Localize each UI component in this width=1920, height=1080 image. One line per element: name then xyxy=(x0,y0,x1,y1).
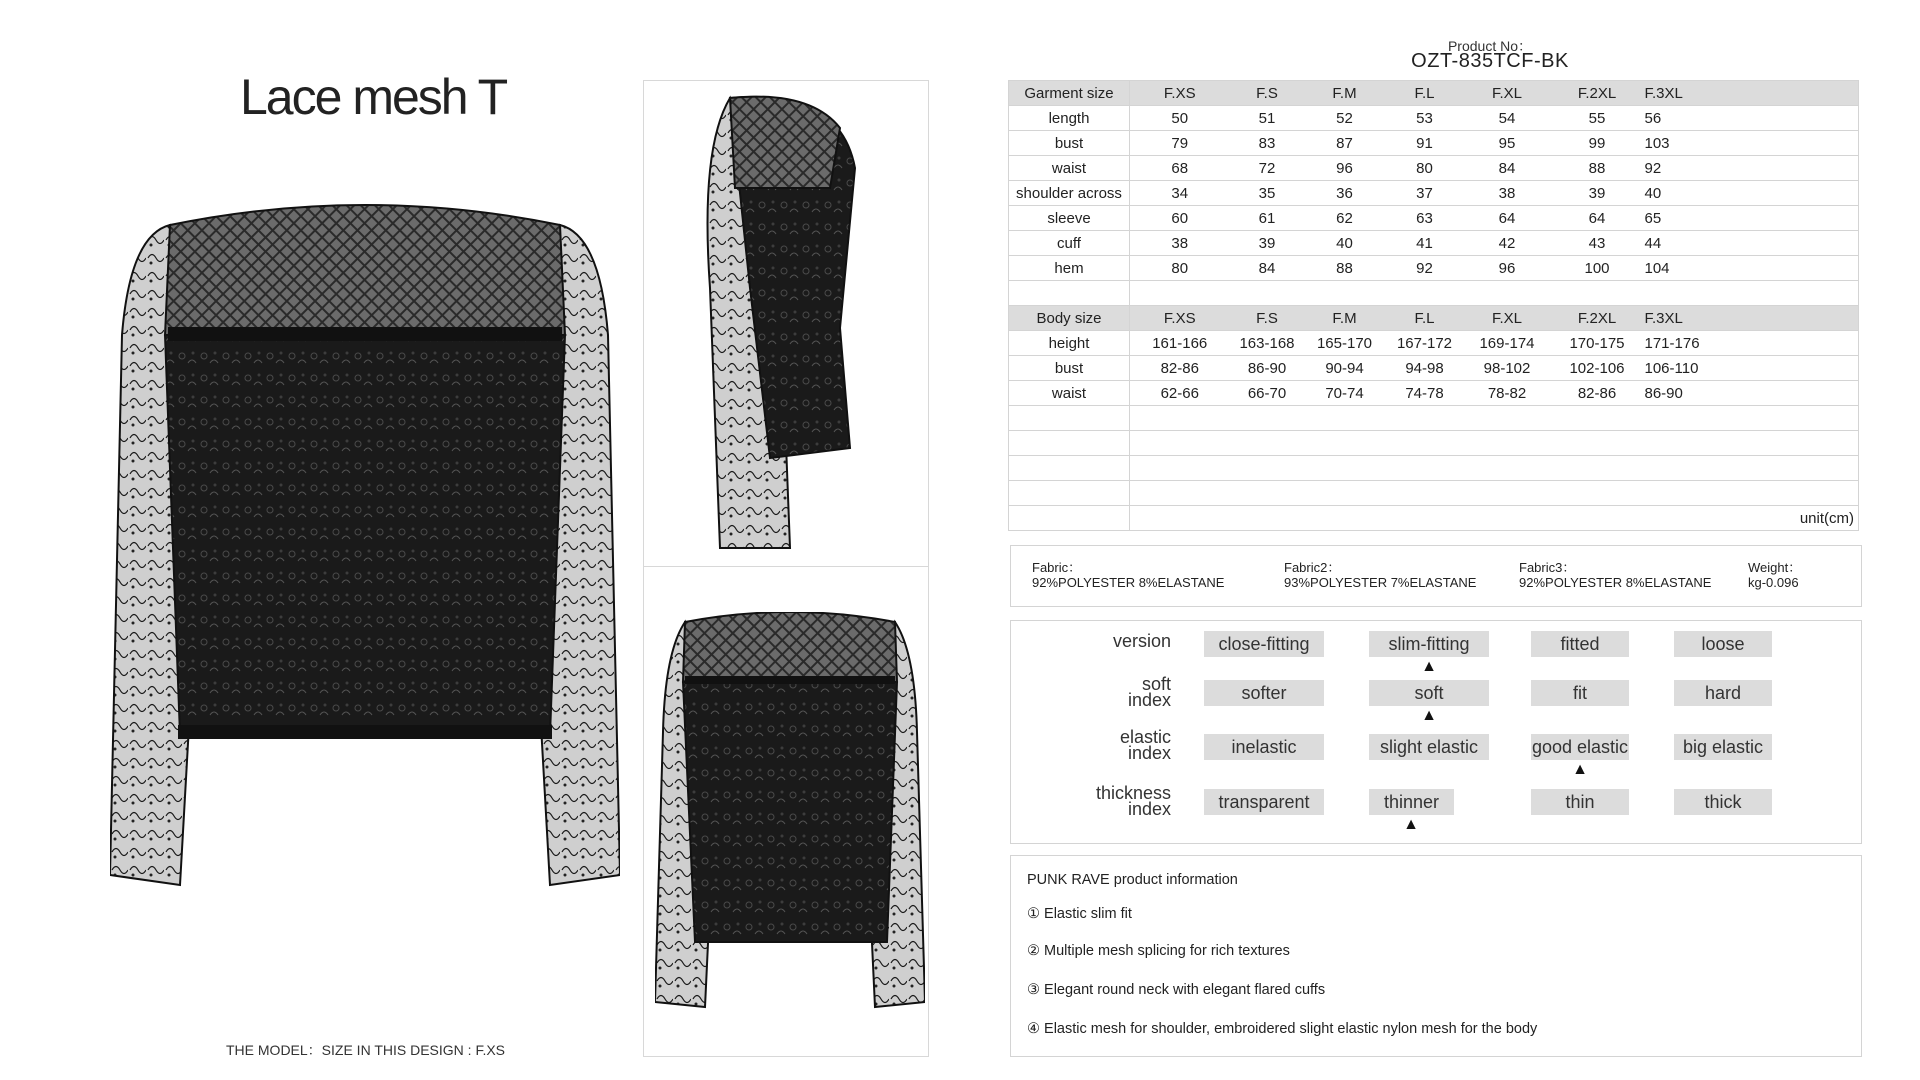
elastic-label-index: index xyxy=(1127,743,1171,763)
version-label: version xyxy=(1112,631,1171,651)
body-header-row xyxy=(1009,306,1859,331)
table-row: bust 82-86 86-90 90-94 94-98 98-102 102-106 106-110 xyxy=(1009,356,1859,381)
fabric2-value: 93%POLYESTER 7%ELASTANE xyxy=(1284,575,1477,590)
table-row: waist 68 72 96 80 84 88 92 xyxy=(1009,156,1859,181)
product-number: OZT-835TCF-BK xyxy=(1411,50,1569,72)
thickness-option: transparent xyxy=(1204,789,1324,815)
version-option: close-fitting xyxy=(1204,631,1324,657)
soft-option: soft xyxy=(1369,680,1489,706)
product-info-box xyxy=(1010,855,1862,1057)
table-spacer-row xyxy=(1009,406,1859,431)
version-option: fitted xyxy=(1531,631,1629,657)
soft-option: hard xyxy=(1674,680,1772,706)
thickness-option: thin xyxy=(1531,789,1629,815)
table-spacer-row xyxy=(1009,431,1859,456)
body-size-header: Body size xyxy=(1009,306,1130,331)
fabric1-label: Fabric： xyxy=(1032,560,1082,575)
fabric-info-box xyxy=(1010,545,1862,607)
version-selected-marker: ▲ xyxy=(1421,658,1437,675)
table-row: waist 62-66 66-70 70-74 74-78 78-82 82-86 86-90 xyxy=(1009,381,1859,406)
elastic-option: slight elastic xyxy=(1369,734,1489,760)
model-size-note: THE MODEL：SIZE IN THIS DESIGN : F.XS xyxy=(226,1042,506,1058)
elastic-option: big elastic xyxy=(1674,734,1772,760)
product-photo-front xyxy=(110,195,620,895)
product-photo-side xyxy=(690,88,890,558)
weight-value: kg-0.096 xyxy=(1748,575,1799,590)
garment-size-header: Garment size xyxy=(1009,81,1130,106)
table-spacer-row xyxy=(1009,281,1859,306)
thickness-label: thickness xyxy=(1095,783,1171,803)
size-col-header: F.XL xyxy=(1465,306,1550,331)
version-option: loose xyxy=(1674,631,1772,657)
info-item: ② Multiple mesh splicing for rich textures xyxy=(1027,943,1290,959)
size-col-header: F.XS xyxy=(1130,81,1230,106)
table-row: hem 80 84 88 92 96 100 104 xyxy=(1009,256,1859,281)
size-col-header: F.S xyxy=(1230,81,1305,106)
product-photo-back xyxy=(655,612,925,1012)
unit-row xyxy=(1009,506,1859,531)
soft-option: softer xyxy=(1204,680,1324,706)
size-col-header: F.L xyxy=(1385,306,1465,331)
soft-label: soft xyxy=(1141,674,1171,694)
table-row: shoulder across 34 35 36 37 38 39 40 xyxy=(1009,181,1859,206)
fit-index-box xyxy=(1010,620,1862,844)
size-col-header: F.M xyxy=(1305,306,1385,331)
fabric1-value: 92%POLYESTER 8%ELASTANE xyxy=(1032,575,1225,590)
soft-selected-marker: ▲ xyxy=(1421,707,1437,724)
fabric3-value: 92%POLYESTER 8%ELASTANE xyxy=(1519,575,1712,590)
info-item: ④ Elastic mesh for shoulder, embroidered slight elastic nylon mesh for the body xyxy=(1027,1021,1538,1037)
size-col-header: F.2XL xyxy=(1550,81,1645,106)
thickness-label-index: index xyxy=(1127,799,1171,819)
size-col-header: F.3XL xyxy=(1645,81,1859,106)
table-row: height 161-166 163-168 165-170 167-172 169-174 170-175 171-176 xyxy=(1009,331,1859,356)
unit-label: unit(cm) xyxy=(1130,506,1859,531)
size-table xyxy=(1008,80,1859,531)
elastic-selected-marker: ▲ xyxy=(1572,761,1588,778)
garment-header-row xyxy=(1009,81,1859,106)
info-item: ① Elastic slim fit xyxy=(1027,906,1132,922)
table-row: length 50 51 52 53 54 55 56 xyxy=(1009,106,1859,131)
size-col-header: F.L xyxy=(1385,81,1465,106)
product-title: Lace mesh T xyxy=(240,69,507,125)
thickness-option: thinner xyxy=(1369,789,1454,815)
table-row: sleeve 60 61 62 63 64 64 65 xyxy=(1009,206,1859,231)
info-heading: PUNK RAVE product information xyxy=(1027,872,1238,888)
version-option: slim-fitting xyxy=(1369,631,1489,657)
fabric2-label: Fabric2： xyxy=(1284,560,1341,575)
table-spacer-row xyxy=(1009,456,1859,481)
soft-label-index: index xyxy=(1127,690,1171,710)
elastic-option: inelastic xyxy=(1204,734,1324,760)
size-col-header: F.3XL xyxy=(1645,306,1859,331)
info-item: ③ Elegant round neck with elegant flared cuffs xyxy=(1027,982,1326,998)
product-number-label: Product No： xyxy=(1447,38,1533,54)
photos-divider xyxy=(643,566,929,567)
table-row: cuff 38 39 40 41 42 43 44 xyxy=(1009,231,1859,256)
size-col-header: F.XS xyxy=(1130,306,1230,331)
weight-label: Weight： xyxy=(1748,560,1802,575)
table-row: bust 79 83 87 91 95 99 103 xyxy=(1009,131,1859,156)
elastic-label: elastic xyxy=(1119,727,1171,747)
elastic-option: good elastic xyxy=(1531,734,1629,760)
soft-option: fit xyxy=(1531,680,1629,706)
size-col-header: F.2XL xyxy=(1550,306,1645,331)
size-col-header: F.S xyxy=(1230,306,1305,331)
size-col-header: F.M xyxy=(1305,81,1385,106)
thickness-selected-marker: ▲ xyxy=(1403,816,1419,833)
size-col-header: F.XL xyxy=(1465,81,1550,106)
thickness-option: thick xyxy=(1674,789,1772,815)
table-spacer-row xyxy=(1009,481,1859,506)
fabric3-label: Fabric3： xyxy=(1519,560,1576,575)
